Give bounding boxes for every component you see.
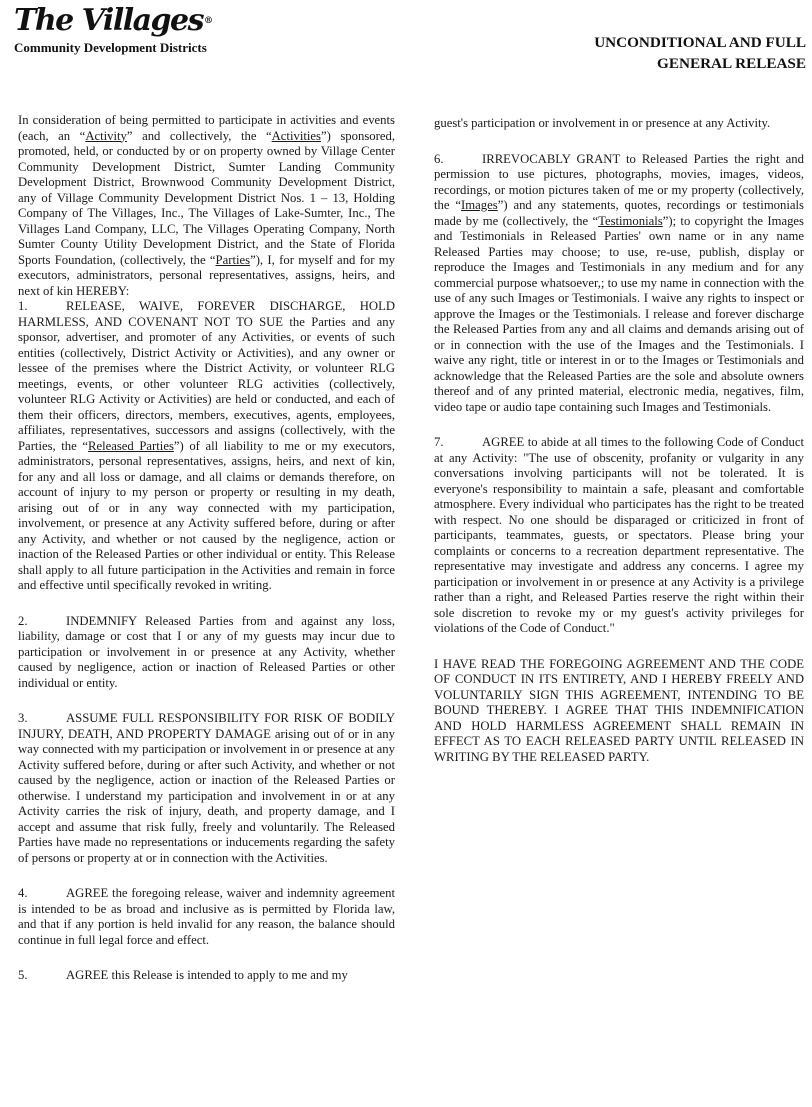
intro-text-3: ”) sponsored, promoted, held, or conducted by or on property owned by Village Center Community Development District, Sumter Landing Community Development District, Brownwood Community Development District, any of Village Community Development District Nos. 1 – 13, Holding Company of The Villages, Inc., The Villages of Lake-Sumter, Inc., The Villages Land Company, LLC, The Villages Operating Company, North Sumter County Utility Development District, and the State of Florida Sports Foundation, (collectively, the “	[18, 128, 395, 267]
clause-4-text: AGREE the foregoing release, waiver and indemnity agreement is intended to be as broad and inclusive as is permitted by Florida law, and that if any portion is held invalid for any reason, the balance should continue in full legal force and effect.	[18, 886, 395, 947]
title-line-2: GENERAL RELEASE	[657, 55, 806, 72]
clause-6	[434, 152, 804, 416]
logo-wordmark	[14, 4, 244, 38]
logo-subtitle: Community Development Districts	[14, 40, 207, 55]
clause-3-number: 3.	[18, 711, 28, 725]
activity-term: Activity	[85, 128, 127, 143]
clause-1-text-2: ”) of all liability to me or my executors, administrators, personal representatives, assigns, heirs, and next of kin, for any and all loss or damage, and all claims or demands therefore, on account of injury to my person or property or resulting in my death, arising out of or in any way connected with my participation, involvement, or presence at any Activity suffered before, during or after any Activity, and whether or not caused by the negligence, action or inaction of the Released Parties or other individual or entity. This Release shall apply to all future participation in the Activities and remain in force and effective until specifically revoked in writing.	[18, 438, 395, 592]
villages-logo	[14, 4, 244, 56]
right-column	[434, 116, 804, 765]
clause-7	[434, 435, 804, 637]
clause-4-number: 4.	[18, 886, 28, 900]
left-column	[18, 113, 395, 984]
clause-6-text-2: ”) and any statements, quotes, recordings or testimonials made by me (collectively, the “	[434, 198, 804, 228]
clause-5-start	[18, 968, 395, 984]
clause-7-number: 7.	[434, 435, 444, 449]
clause-5-continued: guest's participation or involvement in or presence at any Activity.	[434, 116, 771, 130]
activities-term: Activities	[271, 128, 321, 143]
parties-term: Parties	[215, 252, 251, 267]
clause-1-number: 1.	[18, 299, 28, 313]
intro-text-2: ” and collectively, the “	[126, 128, 272, 143]
intro-text-1: In consideration of being permitted to participate in activities and events (each, an “	[18, 113, 395, 143]
released-parties-term: Released Parties	[87, 438, 174, 453]
title-line-1: UNCONDITIONAL AND FULL	[594, 34, 806, 51]
registered-mark: ®	[204, 16, 212, 26]
clause-5-text-left: AGREE this Release is intended to apply to me and my	[66, 968, 348, 982]
clause-2-number: 2.	[18, 613, 28, 628]
images-term: Images	[461, 198, 498, 212]
testimonials-term: Testimonials	[598, 213, 663, 228]
clause-4	[18, 886, 395, 948]
clause-3-text: ASSUME FULL RESPONSIBILITY FOR RISK OF BODILY INJURY, DEATH, AND PROPERTY DAMAGE arising out of or in any way connected with my participation or involvement in or presence at any Activity suffered before, during or after such Activity, and whether or not caused by the negligence, action or inaction of the Released Parties or otherwise. I understand my participation and involvement in or at any Activity carries the risk of injury, death, and property damage, and I accept and assume that risk fully, freely and voluntarily. The Released Parties have made no representations or inducements regarding the safety of persons or property at or in connection with the Activities.	[18, 711, 395, 865]
clause-6-number: 6.	[434, 151, 444, 166]
intro-text-4: ”), I, for myself and for my executors, administrators, personal representatives, assigns, heirs, and next of kin HEREBY:	[18, 252, 396, 298]
closing-statement: I HAVE READ THE FOREGOING AGREEMENT AND THE CODE OF CONDUCT IN ITS ENTIRETY, AND I HEREBY FREELY AND VOLUNTARILY SIGN THIS AGREEMENT, INTENDING TO BE BOUND THEREBY. I AGREE THAT THIS INDEMNIFICATION AND HOLD HARMLESS AGREEMENT SHALL REMAIN IN EFFECT AS TO EACH RELEASED PARTY UNTIL RELEASED IN WRITING BY THE RELEASED PARTY.	[434, 656, 804, 764]
clause-1-text-1: RELEASE, WAIVE, FOREVER DISCHARGE, HOLD HARMLESS, AND COVENANT NOT TO SUE the Parties and any sponsor, advertiser, and promoter of any Activities, or events of such entities (collectively, District Activity or Activities), and any owner or lessee of the premises where the District Activity, or volunteer RLG meetings, events, or other volunteer RLG activities (collectively, volunteer RLG Activity or Activities) are held or conducted, and each of them their officers, directors, members, executives, agents, employees, affiliates, representatives, successors and assigns (collectively, with the Parties, the “	[18, 299, 395, 453]
clause-5-number: 5.	[18, 968, 28, 982]
clause-2	[18, 614, 395, 692]
intro-paragraph	[18, 113, 395, 299]
logo-text: The Villages	[14, 3, 203, 38]
clause-3	[18, 711, 395, 866]
clause-6-text-3: ”); to copyright the Images and Testimonials in Released Parties' own name or in any name Released Parties may choose; to use, re-use, publish, display or reproduce the Images and Testimonials in any medium and for any commercial purpose whatsoever,; to use my name in connection with the use of any such Images or Testimonials. I waive any rights to inspect or approve the Images or the Testimonials. I release and forever discharge the Released Parties from any and all claims and demands arising out of or in connection with the use of the Images and the Testimonials. I waive any right, title or interest in or to the Images or Testimonials and acknowledge that the Released Parties are the sole and absolute owners thereof and of any printed material, electronic media, negatives, film, video tape or audio tape containing such Images and Testimonials.	[434, 213, 804, 414]
clause-6-text-1: IRREVOCABLY GRANT to Released Parties the right and permission to use pictures, photographs, movies, images, videos, recordings, or motion pictures taken of me or my property (collectively, the “	[434, 151, 804, 212]
clause-2-text: INDEMNIFY Released Parties from and against any loss, liability, damage or cost that I or any of my guests may incur due to participation or involvement in or presence at any Activity, whether caused by negligence, action or inaction of Released Parties or other individual or entity.	[18, 613, 395, 690]
clause-7-text: AGREE to abide at all times to the following Code of Conduct at any Activity: "The use of obscenity, profanity or vulgarity in any conversations involving participants will not be tolerated. It is everyone's responsibility to maintain a safe, pleasant and comfortable atmosphere. Every individual who participates has the right to be treated with respect. No one should be disparaged or criticized in front of participants, teammates, guests, or spectators. Please bring your complaints or concerns to a recreation department representative. The representative may investigate and address any concerns. I agree my participation or involvement in or presence at any Activity is a privilege rather than a right, and Released Parties reserve the right within their sole discretion to revoke my or my guest's activity privileges for violations of the Code of Conduct."	[434, 435, 804, 635]
document-title	[594, 32, 806, 74]
clause-1	[18, 299, 395, 594]
